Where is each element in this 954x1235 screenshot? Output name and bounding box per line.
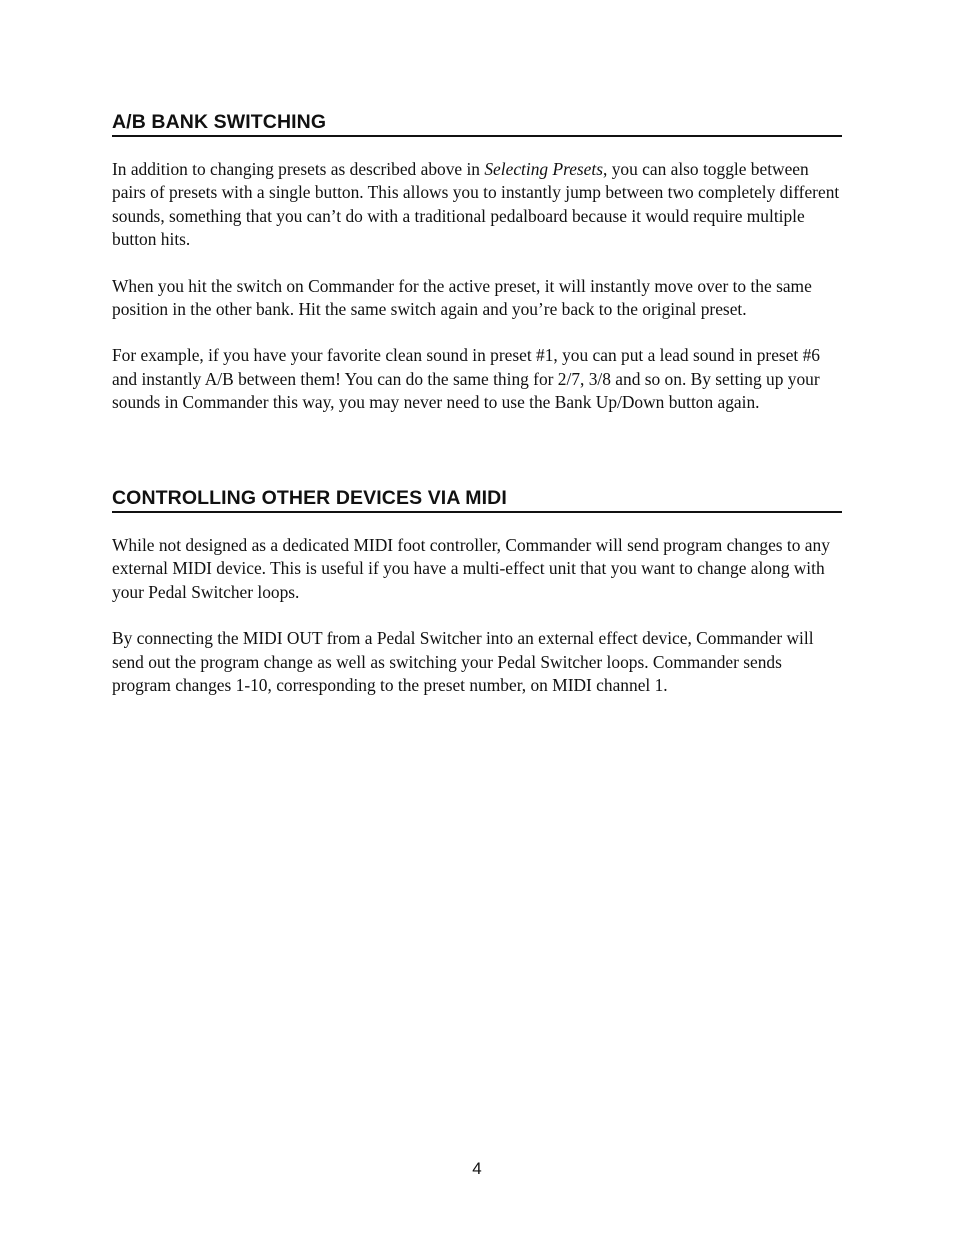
paragraph [112,158,842,252]
section-ab-bank-switching [112,110,842,415]
paragraph: For example, if you have your favorite clean sound in preset #1, you can put a lead sound in preset #6 and instantly A/B between them! You can do the same thing for 2/7, 3/8 and so on. By setting up your sounds in Commander this way, you may never need to use the Bank Up/Down button again. [112,345,820,413]
section-heading: CONTROLLING OTHER DEVICES VIA MIDI [112,486,842,513]
paragraph-text: In addition to changing presets as described above in [112,159,485,179]
emphasized-term: Selecting Presets [484,159,603,179]
section-controlling-midi [112,486,842,697]
paragraph-text: , you can also toggle between pairs of presets with a single button. This allows you to instantly jump between two completely different sounds, something that you can’t do with a traditional pedalboard because it would require multiple button hits. [112,159,840,250]
paragraph: When you hit the switch on Commander for the active preset, it will instantly move over to the same position in the other bank. Hit the same switch again and you’re back to the original preset. [112,275,812,320]
page-number: 4 [472,1159,482,1178]
paragraph: While not designed as a dedicated MIDI foot controller, Commander will send program changes to any external MIDI device. This is useful if you have a multi-effect unit that you want to change along with your Pedal Switcher loops. [112,535,830,602]
section-heading: A/B BANK SWITCHING [112,110,842,137]
paragraph: By connecting the MIDI OUT from a Pedal Switcher into an external effect device, Commander will send out the program change as well as switching your Pedal Switcher loops. Commander sends program changes 1-10, corresponding to the preset number, on MIDI channel 1. [112,628,814,696]
